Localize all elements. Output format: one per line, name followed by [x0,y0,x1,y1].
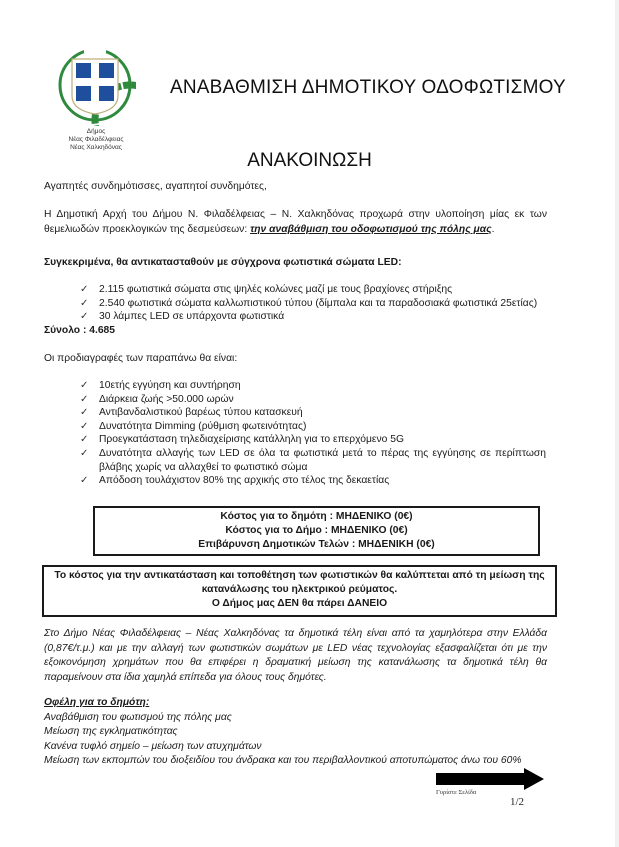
list-item [80,393,546,407]
checkmark-icon: ✓ [80,284,89,295]
specs-heading: Οι προδιαγραφές των παραπάνω θα είναι: [44,353,238,364]
checkmark-icon: ✓ [80,420,89,432]
greeting: Αγαπητές συνδημότισσες, αγαπητοί συνδημότες, [44,181,267,192]
list-item-text: Προεγκατάσταση τηλεδιαχείρισης κατάλληλη για το επερχόμενο 5G [99,434,404,446]
announcement-heading: ΑΝΑΚΟΙΝΩΣΗ [247,150,372,171]
list-item-text: 10ετής εγγύηση και συντήρηση [99,380,241,391]
list-item-text: Διάρκεια ζωής >50.000 ωρών [99,393,234,405]
intro-end: . [491,223,495,235]
cost-fees: Επιβάρυνση Δημοτικών Τελών : ΜΗΔΕΝΙΚΗ (0€) [198,539,435,550]
intro-emphasis: την αναβάθμιση του οδοφωτισμού της πόλης μας [250,223,492,235]
list-item-text: 2.540 φωτιστικά σώματα καλλωπιστικού τύπου (δίμπαλα και τα παραδοσιακά φωτιστικά 25ετίας) [99,297,538,309]
list-item [80,379,546,393]
list-item [80,433,546,447]
logo-line-1: Δήμος [86,128,106,135]
checkmark-icon: ✓ [80,447,89,459]
funding-text: Το κόστος για την αντικατάσταση και τοποθέτηση των φωτιστικών θα καλύπτεται από τη μείωση της κατανάλωσης του ηλεκτρικού ρεύματος. [54,570,545,595]
logo-line-2: Νέας Φιλαδέλφειας [68,136,124,143]
checkmark-icon: ✓ [80,380,89,391]
list-item [80,297,546,311]
benefits-section [44,696,522,769]
total-count: Σύνολο : 4.685 [44,325,115,336]
list-item [80,447,546,474]
intro-paragraph [44,208,547,237]
page-edge [615,0,619,847]
list-item-text: Αντιβανδαλιστικού βαρέως τύπου κατασκευή [99,407,303,419]
checkmark-icon: ✓ [80,475,89,487]
list-item [80,474,546,488]
checkmark-icon: ✓ [80,393,89,405]
logo-caption [48,128,144,152]
cost-box [93,506,540,556]
benefit-item: Κανένα τυφλό σημείο – μείωση των ατυχημάτων [44,740,262,752]
benefits-heading: Οφέλη για το δημότη: [44,697,150,708]
benefit-item: Μείωση των εκπομπών του διοξειδίου του άνδρακα και του περιβαλλοντικού αποτυπώματος άνω του 60% [44,755,522,766]
fees-paragraph: Στο Δήμο Νέας Φιλαδέλφειας – Νέας Χαλκηδόνας τα δημοτικά τέλη είναι από τα χαμηλότερα στην Ελλάδα (0,87€/τ.μ.) και με την αλλαγή των φωτιστικών σωμάτων με LED νέας τεχνολογίας εξασφαλίζεται ότι με την εξοικονόμηση χρημάτων που θα επιφέρει η δραματική μείωση της κατανάλωσης τα δημοτικά τέλη θα παραμείνουν στα ίδια χαμηλά επίπεδα για όλους τους δημότες. [44,628,547,683]
checkmark-icon: ✓ [80,311,89,323]
arrow-right-icon [436,768,544,790]
specs-list [80,379,546,488]
greek-coat-of-arms-icon [54,44,136,126]
logo-line-3: Νέας Χαλκηδόνας [70,144,122,151]
cost-municipality: Κόστος για το Δήμο : ΜΗΔΕΝΙΚΟ (0€) [225,525,408,536]
list-item [80,283,546,297]
document-title: ΑΝΑΒΑΘΜΙΣΗ ΔΗΜΟΤΙΚΟΥ ΟΔΟΦΩΤΙΣΜΟΥ [170,77,566,98]
list-item [80,310,546,324]
checkmark-icon: ✓ [80,407,89,419]
funding-box [42,565,557,617]
no-loan-text: Ο Δήμος μας ΔΕΝ θα πάρει ΔΑΝΕΙΟ [211,598,388,609]
list-item-text: Δυνατότητα Dimming (ρύθμιση φωτεινότητας) [99,420,307,432]
municipality-logo [48,44,138,151]
list-item-text: 30 λάμπες LED σε υπάρχοντα φωτιστικά [99,311,285,323]
list-item [80,406,546,420]
replacement-list [80,283,546,324]
list-item [80,420,546,434]
list-item-text: Δυνατότητα αλλαγής των LED σε όλα τα φωτιστικά μετά το πέρας της εγγύησης σε περίπτωση βλάβης χωρίς να αλλαχθεί το φωτιστικό σώμα [99,447,546,473]
benefit-item: Μείωση της εγκληματικότητας [44,726,178,737]
list-item-text: Απόδοση τουλάχιστον 80% της αρχικής στο τέλος της δεκαετίας [99,475,390,487]
cost-citizen: Κόστος για το δημότη : ΜΗΔΕΝΙΚΟ (0€) [220,511,413,522]
page-number: 1/2 [510,796,525,808]
benefit-item: Αναβάθμιση του φωτισμού της πόλης μας [44,711,232,723]
list-item-text: 2.115 φωτιστικά σώματα στις ψηλές κολώνες μαζί με τους βραχίονες στήριξης [99,284,453,295]
intro-text: Η Δημοτική Αρχή του Δήμου Ν. Φιλαδέλφειας – Ν. Χαλκηδόνας προχωρά στην υλοποίηση μίας εκ των θεμελιωδών προεκλογικών της δεσμεύσεων: [44,209,547,235]
replacement-heading: Συγκεκριμένα, θα αντικατασταθούν με σύγχρονα φωτιστικά σώματα LED: [44,257,402,268]
checkmark-icon: ✓ [80,297,89,309]
checkmark-icon: ✓ [80,434,89,446]
turn-page-label: Γυρίστε Σελίδα [436,789,477,796]
